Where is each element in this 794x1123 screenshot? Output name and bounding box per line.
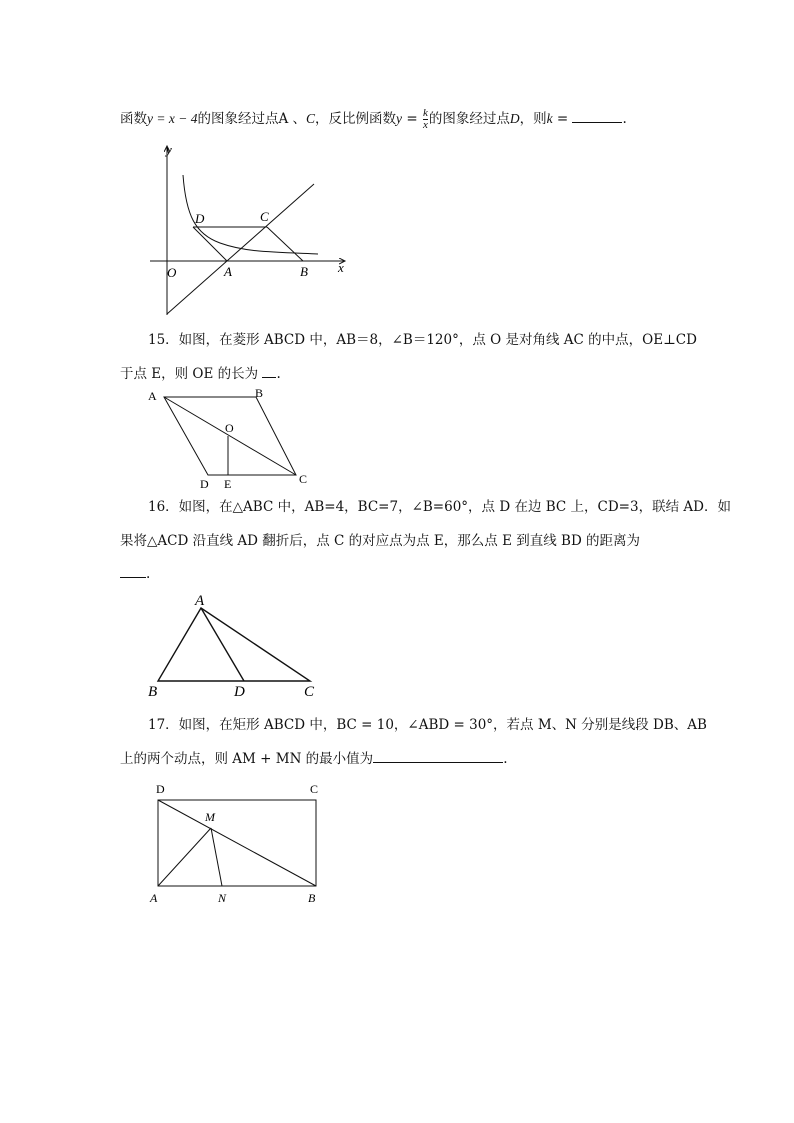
q16-line-1: 16．如图，在△ABC 中，AB=4，BC=7，∠B=60°，点 D 在边 BC 上，CD=3，联结 AD．如 bbox=[148, 499, 731, 515]
label-e: E bbox=[224, 477, 232, 491]
q14-eq-y2: y bbox=[396, 111, 403, 126]
label-b: B bbox=[308, 891, 316, 905]
label-c: C bbox=[310, 782, 319, 796]
q14-figure bbox=[140, 140, 370, 320]
segment-cb bbox=[267, 227, 303, 261]
q15-figure bbox=[146, 386, 316, 491]
label-c: C bbox=[299, 472, 308, 486]
q14-sep: 、 bbox=[288, 111, 307, 127]
q14-text-a: 函数 bbox=[120, 111, 147, 127]
q14-eq-eq: = bbox=[402, 111, 422, 127]
label-n: N bbox=[218, 891, 227, 905]
segment-ad bbox=[201, 608, 244, 681]
label-a: A bbox=[150, 891, 158, 905]
q17-figure bbox=[146, 778, 326, 908]
label-b: B bbox=[300, 264, 308, 279]
q14-text-line bbox=[120, 108, 627, 131]
q14-text-c: ，反比例函数 bbox=[315, 111, 397, 127]
q14-frac-den: x bbox=[422, 119, 428, 131]
label-o: O bbox=[225, 421, 234, 435]
q16-figure bbox=[142, 590, 322, 700]
q17-line-2 bbox=[120, 750, 507, 768]
q15-line-2 bbox=[120, 365, 281, 383]
label-x: x bbox=[338, 260, 344, 275]
q17-line-1: 17．如图，在矩形 ABCD 中，BC = 10，∠ABD = 30°，若点 M、N 分别是线段 DB、AB bbox=[148, 717, 707, 733]
q17-answer-blank bbox=[373, 750, 503, 763]
q15-answer-blank bbox=[262, 365, 276, 378]
segment-am bbox=[158, 828, 211, 886]
triangle-abc bbox=[158, 608, 310, 681]
label-y: y bbox=[166, 142, 172, 157]
q14-text-d: 的图象经过点 bbox=[428, 111, 510, 127]
label-c: C bbox=[304, 684, 315, 700]
q14-k-eq: = bbox=[552, 111, 573, 127]
q15-line-1: 15．如图，在菱形 ABCD 中，AB＝8，∠B＝120°，点 O 是对角线 AC 的中点，OE⊥CD bbox=[148, 332, 697, 348]
label-a: A bbox=[148, 389, 157, 403]
label-d: D bbox=[195, 211, 205, 226]
q17-text-a: 上的两个动点，则 AM + MN 的最小值为 bbox=[120, 751, 374, 767]
q14-point-c: C bbox=[306, 111, 316, 126]
segment-mn bbox=[211, 828, 222, 886]
line-y-x-4 bbox=[167, 184, 314, 314]
q14-frac-num: k bbox=[422, 107, 428, 119]
label-d: D bbox=[234, 684, 245, 700]
q14-point-d: D bbox=[509, 111, 520, 126]
label-b: B bbox=[255, 386, 264, 400]
q15-text-a: 于点 E，则 OE 的长为 bbox=[120, 366, 259, 382]
q14-eq-rest: = x − 4 bbox=[153, 111, 198, 126]
q14-text-b: 的图象经过点 bbox=[197, 111, 279, 127]
q14-eq-y: y bbox=[147, 111, 153, 126]
label-d: D bbox=[156, 782, 165, 796]
label-d: D bbox=[200, 477, 209, 491]
q16-end: . bbox=[146, 566, 151, 582]
q14-answer-blank bbox=[572, 110, 622, 123]
q14-fraction bbox=[423, 108, 428, 131]
q16-answer-blank bbox=[120, 565, 146, 578]
q14-end: . bbox=[622, 111, 627, 127]
q17-end: . bbox=[503, 751, 508, 767]
diagonal-db bbox=[158, 800, 316, 886]
q16-line-3 bbox=[120, 565, 150, 583]
label-a: A bbox=[224, 264, 232, 279]
label-m: M bbox=[205, 810, 215, 824]
q14-k-var: k bbox=[546, 111, 553, 126]
q15-end: . bbox=[276, 366, 281, 382]
q14-point-a: A bbox=[278, 111, 289, 127]
label-a: A bbox=[195, 593, 205, 609]
label-b: B bbox=[148, 684, 158, 700]
q16-line-2: 果将△ACD 沿直线 AD 翻折后，点 C 的对应点为点 E，那么点 E 到直线 BD 的距离为 bbox=[120, 533, 641, 549]
label-c: C bbox=[260, 209, 269, 224]
label-o: O bbox=[167, 265, 177, 280]
q14-text-e: ，则 bbox=[519, 111, 547, 127]
